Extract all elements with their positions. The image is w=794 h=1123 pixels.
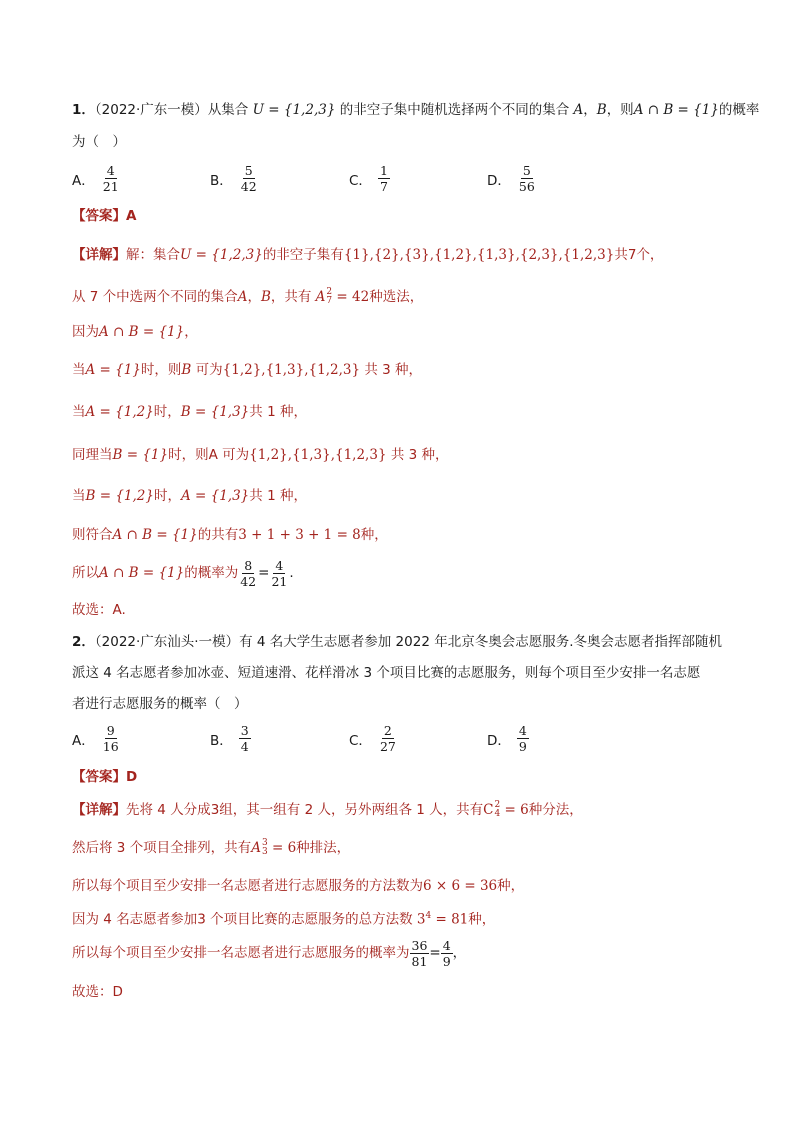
math: A ∩ B = {1} — [99, 324, 185, 340]
option-label: A． — [72, 732, 95, 749]
text: 时，则 — [140, 362, 182, 378]
q2-option-b[interactable] — [210, 723, 251, 754]
text: 个项目全排列，共有 — [129, 840, 252, 856]
math: A ∩ B = {1} — [112, 527, 198, 543]
answer-tag: 【答案】 — [72, 208, 126, 224]
q2-answer — [72, 767, 137, 787]
number: 1 — [416, 802, 425, 818]
option-label: D． — [487, 732, 511, 749]
text: 共 — [390, 447, 405, 463]
detail-tag: 【详解】 — [72, 802, 126, 818]
q2-stem-line2 — [72, 663, 700, 683]
text: 先将 — [126, 802, 153, 818]
number: 3 — [408, 447, 418, 463]
fraction-numerator: 1 — [379, 163, 388, 178]
text: 共 — [249, 404, 263, 420]
math: {1,2},{1,3},{1,2,3} — [222, 362, 361, 378]
math: {1},{2},{3},{1,2},{1,3},{2,3},{1,2,3} — [343, 247, 615, 263]
number: 3 — [382, 362, 391, 378]
math: A = {1,3} — [180, 488, 250, 504]
math: = 42 — [332, 289, 370, 305]
math: B — [181, 362, 192, 378]
sub: 3 — [261, 847, 268, 857]
q2-detail-line5 — [72, 936, 466, 970]
q2-option-a[interactable] — [72, 723, 121, 754]
text: 的共有 — [197, 527, 239, 543]
text: 时， — [153, 488, 181, 504]
q1-stem-text: 的非空子集中随机选择两个不同的集合 — [339, 102, 570, 118]
sub: 7 — [326, 296, 333, 306]
q1-comma: ， — [583, 102, 597, 118]
text: 种， — [360, 527, 388, 543]
q1-detail-line10 — [72, 600, 126, 620]
q1-option-c[interactable] — [349, 163, 390, 194]
text: 解：集合 — [126, 247, 180, 263]
math: {1,2},{1,3},{1,2,3} — [249, 447, 387, 463]
fraction-numerator: 5 — [522, 163, 531, 178]
text: 因为 — [72, 911, 99, 928]
q1-stem-line2 — [72, 132, 126, 152]
math: A = {1} — [85, 362, 141, 378]
fraction-numerator: 4 — [106, 163, 115, 178]
option-label: A． — [72, 172, 95, 189]
text: 当 — [72, 488, 86, 504]
q1-detail-line7 — [72, 486, 307, 506]
q2-detail-line3 — [72, 876, 524, 896]
fraction-numerator: 8 — [244, 557, 253, 573]
fraction-numerator: 5 — [244, 163, 253, 178]
q2-detail-line1 — [72, 800, 583, 820]
sup: 4 — [425, 911, 432, 921]
option-label: C． — [349, 172, 372, 189]
q1-number: 1． — [72, 102, 95, 118]
q1-stem-text: 为（ ） — [72, 134, 126, 150]
fraction-denominator: 21 — [102, 179, 119, 194]
math: 3 — [416, 911, 426, 928]
q2-stem-text: 派这 4 名志愿者参加冰壶、短道速滑、花样滑冰 3 个项目比赛的志愿服务，则每个项目至少安排一名志愿 — [72, 665, 701, 681]
number: 4 — [157, 802, 166, 818]
q1-detail-line3 — [72, 322, 198, 342]
text: 名志愿者参加 — [116, 911, 198, 928]
text: 当 — [72, 404, 86, 420]
answer-tag: 【答案】 — [72, 769, 126, 785]
q2-stem-line3 — [72, 694, 248, 714]
q1-detail-line4 — [72, 360, 422, 380]
text: 共 — [614, 247, 628, 263]
fraction — [238, 558, 258, 589]
option-label: D． — [487, 172, 511, 189]
text: 的概率为 — [184, 565, 239, 581]
fraction — [269, 558, 289, 589]
text: 所以每个项目至少安排一名志愿者进行志愿服务的概率为 — [72, 945, 410, 961]
math: 3 + 1 + 3 + 1 = 8 — [238, 527, 361, 543]
q1-var-b: B — [596, 102, 607, 118]
text: ， — [247, 289, 261, 305]
fraction-denominator: 42 — [240, 573, 257, 589]
text: . — [289, 565, 294, 581]
fraction-denominator: 9 — [518, 739, 527, 754]
fraction-denominator: 4 — [240, 739, 249, 754]
number: 4 — [103, 911, 112, 928]
q1-set-u: U = {1,2,3} — [252, 102, 336, 118]
q2-number: 2． — [72, 634, 95, 650]
answer-value: A — [126, 208, 137, 224]
math: A — [251, 840, 261, 856]
number: 2 — [304, 802, 314, 818]
fraction — [410, 938, 430, 969]
q1-detail-line9 — [72, 556, 294, 590]
text: 个中选两个不同的集合 — [102, 289, 238, 305]
q1-detail-line6 — [72, 445, 449, 465]
fraction-denominator: 21 — [271, 573, 288, 589]
fraction-denominator: 42 — [240, 179, 257, 194]
fraction-denominator: 81 — [411, 953, 428, 969]
text: 个， — [636, 247, 664, 263]
text: ， — [452, 945, 467, 961]
q2-detail-line6 — [72, 982, 123, 1002]
q2-detail-line4 — [72, 906, 495, 930]
number: 7 — [89, 289, 99, 305]
fraction — [239, 163, 259, 194]
fraction-numerator: 3 — [240, 723, 249, 738]
math: U = {1,2,3} — [180, 247, 263, 263]
option-label: C． — [349, 732, 372, 749]
sub: 4 — [494, 809, 501, 819]
text: 种， — [421, 447, 449, 463]
text: 因为 — [72, 324, 99, 340]
number: 3 — [197, 911, 206, 928]
text: 时， — [153, 404, 181, 420]
math: A — [315, 289, 326, 305]
q2-stem-text: 者进行志愿服务的概率（ ） — [72, 696, 248, 712]
math: = 81 — [431, 911, 469, 928]
q2-option-d[interactable] — [487, 723, 529, 754]
q1-stem-line1 — [72, 100, 759, 120]
text: 共 — [249, 488, 263, 504]
option-label: B． — [210, 732, 233, 749]
q2-stem-line1 — [72, 632, 722, 652]
fraction-numerator: 2 — [383, 723, 392, 738]
fraction-numerator: 4 — [442, 937, 451, 953]
math: = 6 — [500, 802, 529, 818]
fraction-numerator: 9 — [106, 723, 115, 738]
text: 人，另外两组各 — [317, 802, 412, 818]
q1-detail-line8 — [72, 525, 388, 545]
text: 人，共有 — [429, 802, 484, 818]
text: 则符合 — [72, 527, 113, 543]
text: 种分法， — [528, 802, 583, 818]
text: ，共有 — [270, 289, 312, 305]
q1-stem-text: 的概率 — [718, 102, 760, 118]
fraction-numerator: 4 — [518, 723, 527, 738]
math: C — [483, 802, 494, 818]
text: 可为 — [195, 362, 223, 378]
text: 组，其一组有 — [219, 802, 301, 818]
math: A = {1,2} — [85, 404, 154, 420]
q1-answer — [72, 206, 136, 226]
q1-stem-text: ，则 — [606, 102, 634, 118]
text: 同理当 — [72, 447, 113, 463]
number: 3 — [116, 840, 126, 856]
text: 个项目比赛的志愿服务的总方法数 — [210, 911, 413, 928]
q2-option-c[interactable] — [349, 723, 398, 754]
fraction — [239, 723, 251, 754]
text: 种， — [497, 878, 525, 894]
math: A ∩ B = {1} — [99, 565, 185, 581]
fraction — [517, 723, 529, 754]
fraction — [378, 723, 398, 754]
fraction — [378, 163, 390, 194]
detail-tag: 【详解】 — [72, 247, 126, 263]
math: B = {1,2} — [85, 488, 154, 504]
fraction — [517, 163, 537, 194]
text: 种， — [395, 362, 423, 378]
q1-condition: A ∩ B = {1} — [633, 102, 719, 118]
fraction-numerator: 4 — [275, 557, 284, 573]
fraction — [101, 723, 121, 754]
fraction-numerator: 36 — [411, 937, 428, 953]
text: 种排法， — [296, 840, 351, 856]
sup: 3 — [261, 838, 268, 848]
text: ， — [184, 324, 198, 340]
equals: = — [429, 945, 441, 961]
sup: 2 — [494, 800, 501, 810]
text: 从 — [72, 289, 86, 305]
fraction-denominator: 7 — [379, 179, 388, 194]
fraction-denominator: 56 — [518, 179, 535, 194]
text: 故选：D — [72, 984, 123, 1000]
q1-var-a: A — [573, 102, 584, 118]
option-label: B． — [210, 172, 233, 189]
fraction — [441, 938, 453, 969]
q2-stem-text: （2022·广东汕头·一模）有 4 名大学生志愿者参加 2022 年北京冬奥会志愿服务.冬奥会志愿者指挥部随机 — [94, 634, 722, 650]
math: B — [260, 289, 271, 305]
q2-detail-line2 — [72, 838, 350, 858]
fraction-denominator: 27 — [379, 739, 396, 754]
math: B = {1} — [112, 447, 169, 463]
text: 种， — [279, 404, 307, 420]
text: 故选：A. — [72, 602, 126, 618]
number: 3 — [210, 802, 220, 818]
math: A — [237, 289, 248, 305]
fraction-denominator: 9 — [442, 953, 451, 969]
number: 7 — [627, 247, 637, 263]
number: 1 — [267, 488, 276, 504]
q1-detail-line2 — [72, 287, 423, 307]
sup: 2 — [326, 287, 333, 297]
math: B = {1,3} — [180, 404, 250, 420]
math: = 6 — [267, 840, 297, 856]
q1-option-a[interactable] — [72, 163, 121, 194]
fraction — [101, 163, 121, 194]
text: 种， — [279, 488, 307, 504]
q1-detail-line5 — [72, 402, 307, 422]
answer-value: D — [126, 769, 138, 785]
q1-detail-line1 — [72, 245, 663, 265]
math: 6 × 6 = 36 — [423, 878, 498, 894]
equals: = — [258, 565, 270, 581]
q1-source: （2022·广东一模） — [94, 102, 208, 118]
text: 所以 — [72, 565, 99, 581]
text: 的非空子集有 — [262, 247, 344, 263]
fraction-denominator: 16 — [102, 739, 119, 754]
text: 种选法， — [369, 289, 424, 305]
text: 然后将 — [72, 840, 113, 856]
text: 时，则A 可为 — [168, 447, 250, 463]
q1-option-d[interactable] — [487, 163, 537, 194]
number: 1 — [267, 404, 276, 420]
text: 所以每个项目至少安排一名志愿者进行志愿服务的方法数为 — [72, 878, 423, 894]
q1-option-b[interactable] — [210, 163, 259, 194]
text: 共 — [364, 362, 378, 378]
text: 种， — [468, 911, 496, 928]
text: 人分成 — [170, 802, 211, 818]
text: 当 — [72, 362, 86, 378]
q1-stem-text: 从集合 — [207, 102, 249, 118]
